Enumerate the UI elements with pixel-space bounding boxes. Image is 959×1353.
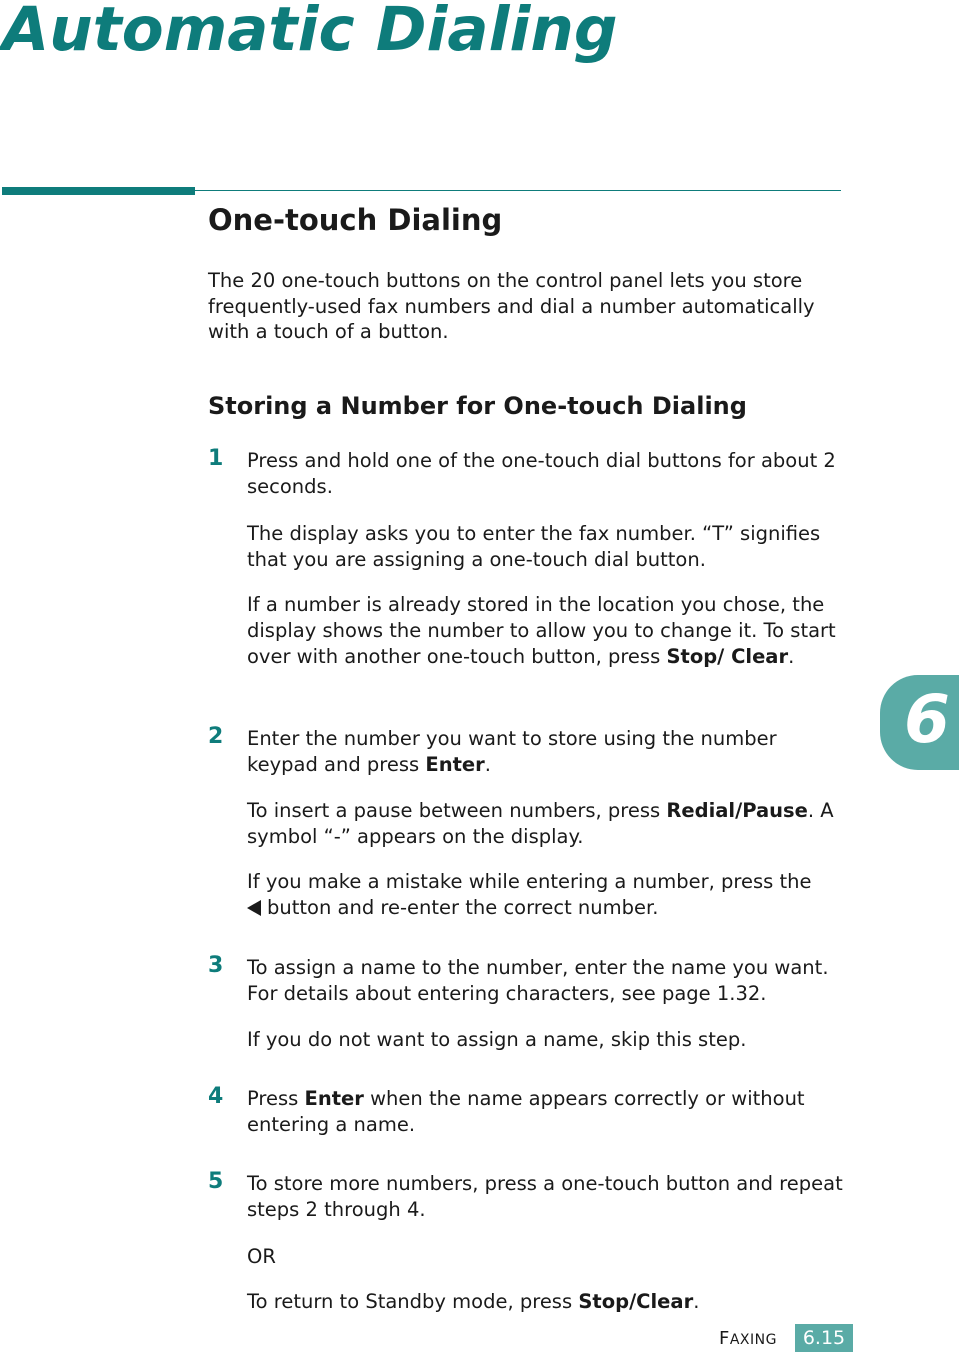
section-heading: One-touch Dialing xyxy=(208,203,503,237)
step-note: If you do not want to assign a name, skip this step. xyxy=(247,1028,747,1051)
step-note: If you make a mistake while entering a number, press the button and re-enter the correct number. xyxy=(247,870,812,919)
step-or: OR xyxy=(247,1245,276,1268)
left-arrow-icon xyxy=(247,900,261,916)
step-number: 3 xyxy=(208,953,224,978)
subheading: Storing a Number for One-touch Dialing xyxy=(208,392,747,420)
footer-section-name: FAXING xyxy=(719,1328,777,1349)
step-text: Press Enter when the name appears correctly or without entering a name. xyxy=(247,1087,805,1136)
footer-page-number: 6.15 xyxy=(795,1324,853,1352)
step-text: Press and hold one of the one-touch dial buttons for about 2 seconds. xyxy=(247,449,836,498)
intro-paragraph: The 20 one-touch buttons on the control panel lets you store frequently-used fax numbers and dial a number automatically with a touch of a button. xyxy=(208,269,815,343)
step-note: To return to Standby mode, press Stop/Clear. xyxy=(247,1290,700,1313)
step-note: To insert a pause between numbers, press Redial/Pause. A symbol “-” appears on the display. xyxy=(247,799,834,848)
step-number: 1 xyxy=(208,446,224,471)
section-rule-thick xyxy=(2,187,195,195)
step-number: 4 xyxy=(208,1084,224,1109)
step-text: To store more numbers, press a one-touch button and repeat steps 2 through 4. xyxy=(247,1172,843,1221)
page-title: Automatic Dialing xyxy=(2,0,618,65)
step-text: Enter the number you want to store using the number keypad and press Enter. xyxy=(247,727,777,776)
step-text: To assign a name to the number, enter the name you want. For details about entering characters, see page 1.32. xyxy=(247,956,829,1005)
section-rule-thin xyxy=(195,190,841,191)
step-note: If a number is already stored in the location you chose, the display shows the number to allow you to change it. To start over with another one-touch button, press Stop/ Clear. xyxy=(247,593,836,668)
step-number: 5 xyxy=(208,1169,224,1194)
chapter-number: 6 xyxy=(904,681,950,758)
step-number: 2 xyxy=(208,724,224,749)
step-note: The display asks you to enter the fax number. “T” signifies that you are assigning a one-touch dial button. xyxy=(247,522,821,571)
chapter-tab xyxy=(880,675,959,770)
